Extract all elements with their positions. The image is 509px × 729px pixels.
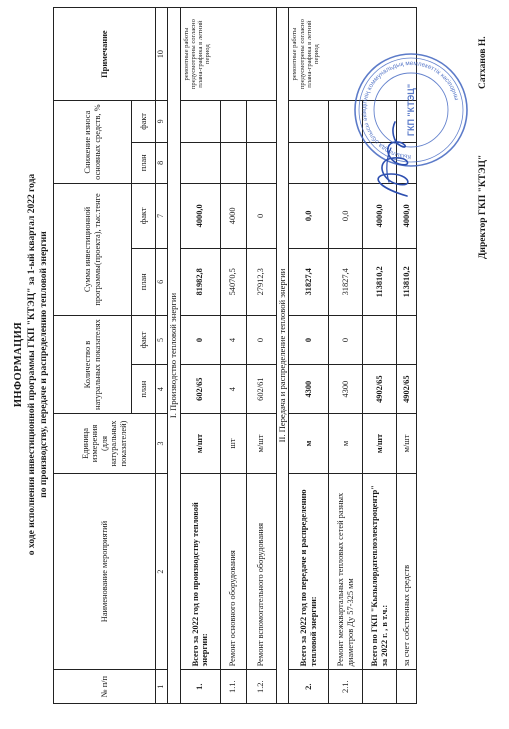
col-number: 5 xyxy=(156,315,168,364)
subheader-plan: план xyxy=(132,142,156,183)
director-title: Директор ГКП "КТЭЦ" xyxy=(478,154,488,259)
row-unit: м/шт xyxy=(180,414,220,474)
col-number: 3 xyxy=(156,414,168,474)
row-sum-fact: 4000,0 xyxy=(180,184,220,249)
subheader-fact: факт xyxy=(132,184,156,249)
row-unit: м/шт xyxy=(397,414,417,474)
row-qty-fact: 0 xyxy=(180,315,220,364)
table-row xyxy=(220,8,246,704)
document-subtitle-line-2: по производству, передаче и распределению тепловой энергии xyxy=(39,231,49,498)
table-row xyxy=(246,8,276,704)
col-number: 2 xyxy=(156,473,168,670)
signature-mark xyxy=(365,114,425,204)
row-qty-fact: 0 xyxy=(329,315,363,364)
section-title: II. Передача и распределение тепловой энергии xyxy=(276,8,289,704)
row-name: Всего по ГКП "Кызылордатеплоэлектроцентр" за 2022 г. , в т.ч.: xyxy=(363,473,397,670)
row-note: ремонтные работы предусмотрены согласно плана-графика в летний период xyxy=(180,8,276,101)
row-name: Всего за 2022 год по передаче и распределению тепловой энергии: xyxy=(289,473,329,670)
row-wear-plan xyxy=(289,142,329,183)
col-number: 1 xyxy=(156,670,168,704)
row-num: 1.2. xyxy=(246,670,276,704)
subheader-plan: план xyxy=(132,365,156,414)
row-sum-fact: 4000 xyxy=(220,184,246,249)
stamp-center-text: ГКП "КТЭЦ" xyxy=(406,83,416,137)
row-name: Ремонт основного оборудования xyxy=(220,473,246,670)
header-unit: Единица измерения (для натуральных показателей) xyxy=(54,414,156,474)
row-sum-fact: 4000,0 xyxy=(397,184,417,249)
row-sum-plan: 27912,3 xyxy=(246,248,276,315)
row-sum-fact: 4000,0 xyxy=(363,184,397,249)
signer-name: Сатханов Н. xyxy=(478,36,488,89)
row-qty-fact xyxy=(397,315,417,364)
row-qty-plan: 4 xyxy=(220,365,246,414)
row-qty-plan: 4300 xyxy=(289,365,329,414)
row-unit: м/шт xyxy=(246,414,276,474)
document-subtitle-line-1: о ходе исполнения инвестиционной программы ГКП "КТЭЦ" за 1-ый квартал 2022 года xyxy=(27,173,37,556)
header-sum: Сумма инвестиционной программы(проекта), тыс.тенге xyxy=(54,184,132,316)
row-num: 2. xyxy=(289,670,329,704)
row-unit: м/шт xyxy=(363,414,397,474)
row-sum-fact: 0,0 xyxy=(329,184,363,249)
header-num: № п/п xyxy=(54,670,156,704)
row-wear-plan xyxy=(220,142,246,183)
row-name: Всего за 2022 год по производству тепловой энергии: xyxy=(180,473,220,670)
subheader-fact: факт xyxy=(132,101,156,142)
col-number: 6 xyxy=(156,248,168,315)
subheader-plan: план xyxy=(132,248,156,315)
row-name: Ремонт вспомогательного оборудования xyxy=(246,473,276,670)
column-number-row xyxy=(156,8,168,704)
row-wear-fact xyxy=(180,101,220,142)
row-sum-fact: 0,0 xyxy=(289,184,329,249)
row-num xyxy=(363,670,397,704)
row-num: 1. xyxy=(180,670,220,704)
section-title: I. Производство тепловой энергии xyxy=(168,8,181,704)
row-qty-plan: 4902/65 xyxy=(363,365,397,414)
row-wear-plan xyxy=(246,142,276,183)
row-name: за счет собственных средств xyxy=(397,473,417,670)
row-qty-plan: 602/65 xyxy=(180,365,220,414)
subheader-fact: факт xyxy=(132,315,156,364)
header-name: Наименование мероприятий xyxy=(54,473,156,670)
row-note: ремонтные работы предусмотрены согласно плана-графика в летний период xyxy=(289,8,417,101)
row-sum-plan: 31827,4 xyxy=(289,248,329,315)
row-qty-fact: 4 xyxy=(220,315,246,364)
col-number: 4 xyxy=(156,365,168,414)
row-wear-fact xyxy=(289,101,329,142)
row-sum-plan: 31827,4 xyxy=(329,248,363,315)
header-note: Примечание xyxy=(54,8,156,101)
row-sum-fact: 0 xyxy=(246,184,276,249)
row-wear-fact xyxy=(220,101,246,142)
row-sum-plan: 113810,2 xyxy=(363,248,397,315)
row-sum-plan: 113810,2 xyxy=(397,248,417,315)
row-num: 2.1. xyxy=(329,670,363,704)
section-row xyxy=(276,8,289,704)
row-num: 1.1. xyxy=(220,670,246,704)
stamp-ring-text: Кызылорда облысы әкімдігінің коммунальдық мемлекеттік кәсіпорны xyxy=(360,59,460,161)
col-number: 7 xyxy=(156,184,168,249)
row-qty-plan: 602/61 xyxy=(246,365,276,414)
row-name: Ремонт межквартальных тепловых сетей разных диаметров Ду 57-325 мм xyxy=(329,473,363,670)
row-qty-plan: 4902/65 xyxy=(397,365,417,414)
row-qty-fact: 0 xyxy=(289,315,329,364)
header-wear: Снижение износа основных средств, % xyxy=(54,101,132,184)
row-wear-plan xyxy=(180,142,220,183)
row-unit: м xyxy=(329,414,363,474)
row-unit: м xyxy=(289,414,329,474)
table-header-row xyxy=(54,8,132,704)
header-qty: Количество в натуральных показателях xyxy=(54,315,132,413)
document-title: ИНФОРМАЦИЯ xyxy=(13,321,24,408)
col-number: 8 xyxy=(156,142,168,183)
table-row xyxy=(180,8,220,704)
row-qty-fact xyxy=(363,315,397,364)
row-qty-fact: 0 xyxy=(246,315,276,364)
row-unit: шт xyxy=(220,414,246,474)
col-number: 10 xyxy=(156,8,168,101)
table-row xyxy=(289,8,329,704)
row-qty-plan: 4300 xyxy=(329,365,363,414)
row-sum-plan: 81982,8 xyxy=(180,248,220,315)
col-number: 9 xyxy=(156,101,168,142)
section-row xyxy=(168,8,181,704)
row-num xyxy=(397,670,417,704)
row-sum-plan: 54070,5 xyxy=(220,248,246,315)
row-wear-fact xyxy=(246,101,276,142)
